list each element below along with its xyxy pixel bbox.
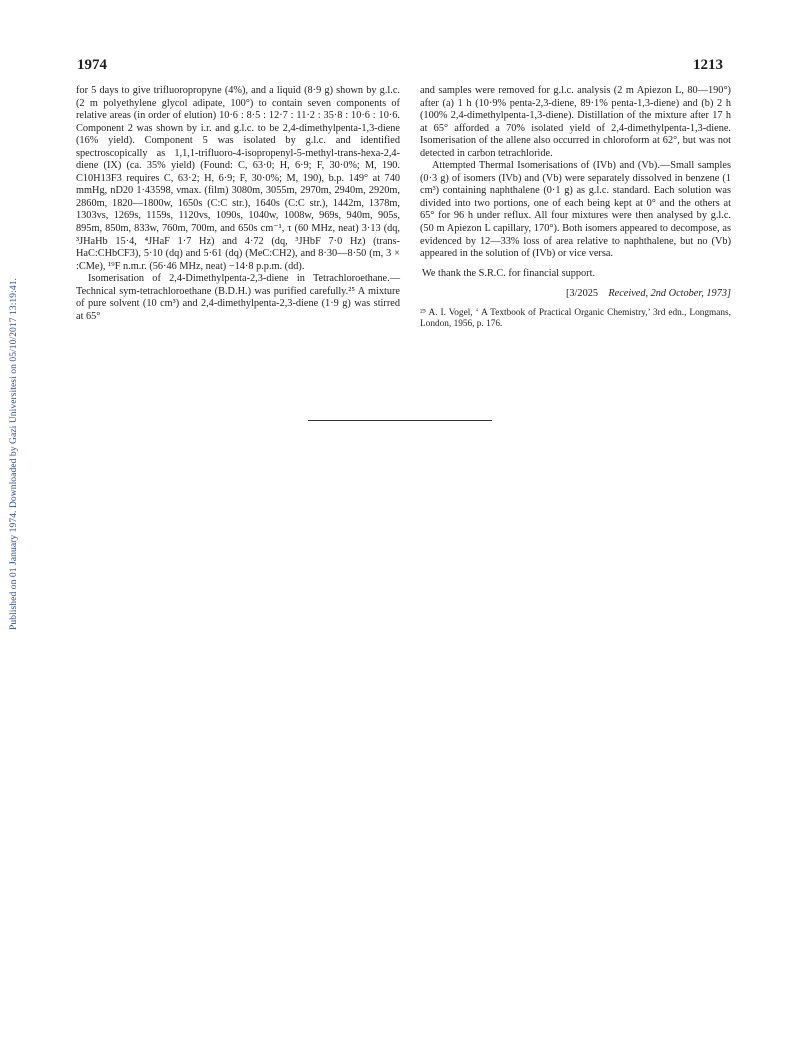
journal-year: 1974 xyxy=(77,57,107,73)
footnote-25: ²⁵ A. I. Vogel, ‘ A Textbook of Practical Organic Chemistry,’ 3rd edn., Longmans, London, 1956, p. 176. xyxy=(420,307,731,330)
received-line xyxy=(420,288,731,301)
end-of-article-rule xyxy=(308,420,492,421)
right-paragraph-1: and samples were removed for g.l.c. analysis (2 m Apiezon L, 80—190°) after (a) 1 h (10·9% penta-2,3-diene, 89·1% penta-1,3-diene) and (b) 2 h (100% 2,4-dimethylpenta-1,3-diene). Distillation of the mixture after 17 h at 65° afforded a 70% isolated yield of 2,4-dimethylpenta-1,3-diene. Isomerisation of the allene also occurred in chloroform at 62°, but was not detected in carbon tetrachloride. xyxy=(420,85,731,159)
acknowledgement: We thank the S.R.C. for financial support. xyxy=(422,267,596,279)
manuscript-code: [3/2025 xyxy=(565,288,599,300)
page-number: 1213 xyxy=(693,57,723,73)
left-column xyxy=(76,85,400,323)
left-paragraph-1: for 5 days to give trifluoropropyne (4%), and a liquid (8·9 g) shown by g.l.c. (2 m polyethylene glycol adipate, 100°) to contain seven components of relative areas (in order of elution) 10·6 : 8·5 : 12·7 : 11·2 : 35·8 : 10·6 : 10·6. Component 2 was shown by i.r. and g.l.c. to be 2,4-dimethylpenta-1,3-diene (16% yield). Component 5 was isolated by g.l.c. and identified spectroscopically as 1,1,1-trifluoro-4-isopropenyl-5-methyl-trans-hexa-2,4-diene (IX) (ca. 35% yield) (Found: C, 63·0; H, 6·9; F, 30·0%; M, 190. C10H13F3 requires C, 63·2; H, 6·9; F, 30·0%; M, 190), b.p. 149° at 740 mmHg, nD20 1·43598, νmax. (film) 3080m, 3055m, 2970m, 2940m, 2920m, 2860m, 1820—1800w, 1650s (C:C str.), 1640s (C:C str.), 1442m, 1378m, 1303vs, 1269s, 1159s, 1120vs, 1090s, 1040w, 1008w, 969s, 940m, 905s, 895m, 850m, 833w, 760m, 700m, and 650s cm⁻¹, τ (60 MHz, neat) 3·13 (dq, ³JHaHb 15·4, ⁴JHaF 1·7 Hz) and 4·72 (dq, ³JHbF 7·0 Hz) (trans-HaC:CHbCF3), 5·10 (dq) and 5·61 (dq) (MeC:CH2), and 8·30—8·50 (m, 3 × :CMe), ¹⁹F n.m.r. (56·46 MHz, neat) −14·8 p.p.m. (dd). xyxy=(76,85,400,272)
download-watermark-text: Published on 01 January 1974. Downloaded by Gazi Universitesi on 05/10/2017 13:19:41. xyxy=(8,278,19,630)
right-paragraph-2: Attempted Thermal Isomerisations of (IVb) and (Vb).—Small samples (0·3 g) of isomers (IVb) and (Vb) were separately dissolved in benzene (1 cm³) containing naphthalene (0·1 g) as g.l.c. standard. Each solution was divided into two portions, one of each being kept at 0° and the others at 65° for 96 h under reflux. All four mixtures were then analysed by g.l.c. (50 m Apiezon L capillary, 170°). Both isomers appeared to decompose, as evidenced by 12—33% loss of area relative to naphthalene, but no (Vb) appeared in the solution of (IVb) or vice versa. xyxy=(420,160,731,260)
left-paragraph-2: Isomerisation of 2,4-Dimethylpenta-2,3-diene in Tetrachloroethane.—Technical sym-tetrachloroethane (B.D.H.) was purified carefully.²⁵ A mixture of pure solvent (10 cm³) and 2,4-dimethylpenta-2,3-diene (1·9 g) was stirred at 65° xyxy=(76,273,400,322)
received-date: Received, 2nd October, 1973] xyxy=(608,288,731,300)
download-watermark xyxy=(8,235,22,630)
right-column xyxy=(420,85,731,331)
